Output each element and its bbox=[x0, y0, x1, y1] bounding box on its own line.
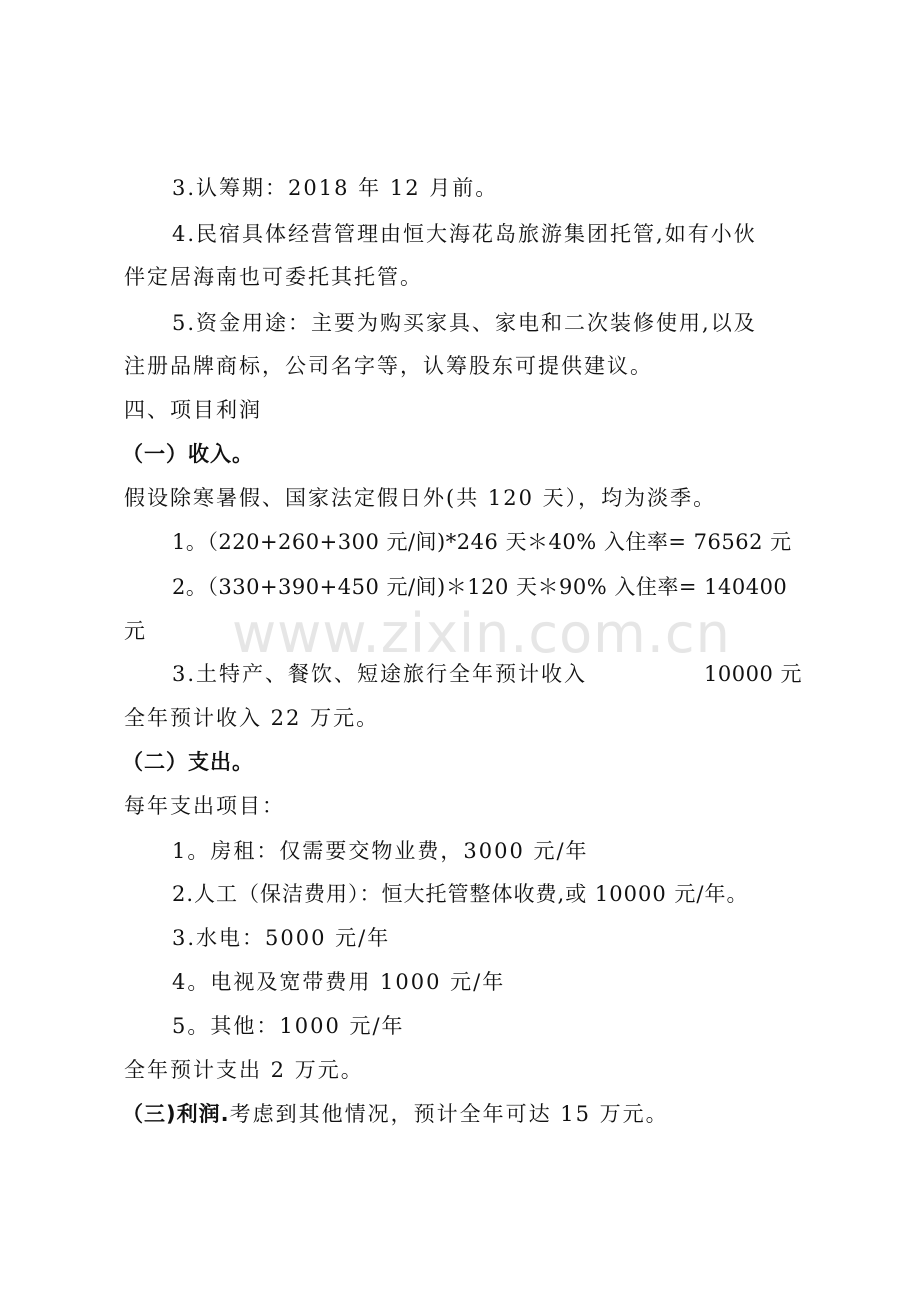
item-management-line-1: 4.民宿具体经营管理由恒大海花岛旅游集团托管,如有小伙 bbox=[172, 222, 757, 246]
item-management-line-2: 伴定居海南也可委托其托管。 bbox=[124, 265, 423, 289]
income-item-1: 1。（220+260+300 元/间)*246 天＊40% 入住率= 76562 元 bbox=[172, 530, 792, 554]
income-assumption: 假设除寒暑假、国家法定假日外(共 120 天），均为淡季。 bbox=[124, 486, 717, 510]
profit-text: 考虑到其他情况，预计全年可达 15 万元。 bbox=[229, 1102, 669, 1126]
expense-item-labor: 2.人工（保洁费用）：恒大托管整体收费,或 10000 元/年。 bbox=[172, 882, 749, 906]
income-item-2-unit: 元 bbox=[124, 619, 147, 643]
profit-line bbox=[122, 1101, 669, 1127]
watermark: www.zixin.com.cn bbox=[232, 602, 731, 665]
expense-item-other: 5。其他：1000 元/年 bbox=[172, 1014, 405, 1038]
subheading-income: （一）收入。 bbox=[122, 442, 254, 466]
expense-item-utilities: 3.水电：5000 元/年 bbox=[172, 926, 391, 950]
subheading-expenses: （二）支出。 bbox=[122, 750, 254, 774]
expenses-intro: 每年支出项目： bbox=[124, 794, 285, 818]
expense-item-tv-broadband: 4。电视及宽带费用 1000 元/年 bbox=[172, 970, 506, 994]
income-item-3-amount: 10000 元 bbox=[704, 662, 802, 686]
income-item-3-label: 3.土特产、餐饮、短途旅行全年预计收入 bbox=[172, 662, 588, 686]
income-item-2: 2。（330+390+450 元/间)＊120 天＊90% 入住率= 140400 bbox=[172, 575, 788, 599]
item-fund-usage-line-1: 5.资金用途：主要为购买家具、家电和二次装修使用,以及 bbox=[172, 311, 757, 335]
item-fund-usage-line-2: 注册品牌商标，公司名字等，认筹股东可提供建议。 bbox=[124, 354, 653, 378]
income-total: 全年预计收入 22 万元。 bbox=[124, 706, 380, 730]
subheading-profit: （三)利润. bbox=[122, 1102, 230, 1126]
section-heading-profit: 四、项目利润 bbox=[124, 398, 262, 422]
expenses-total: 全年预计支出 2 万元。 bbox=[124, 1058, 364, 1082]
expense-item-rent: 1。房租：仅需要交物业费，3000 元/年 bbox=[172, 839, 589, 863]
item-subscription-period: 3.认筹期：2018 年 12 月前。 bbox=[172, 176, 499, 200]
